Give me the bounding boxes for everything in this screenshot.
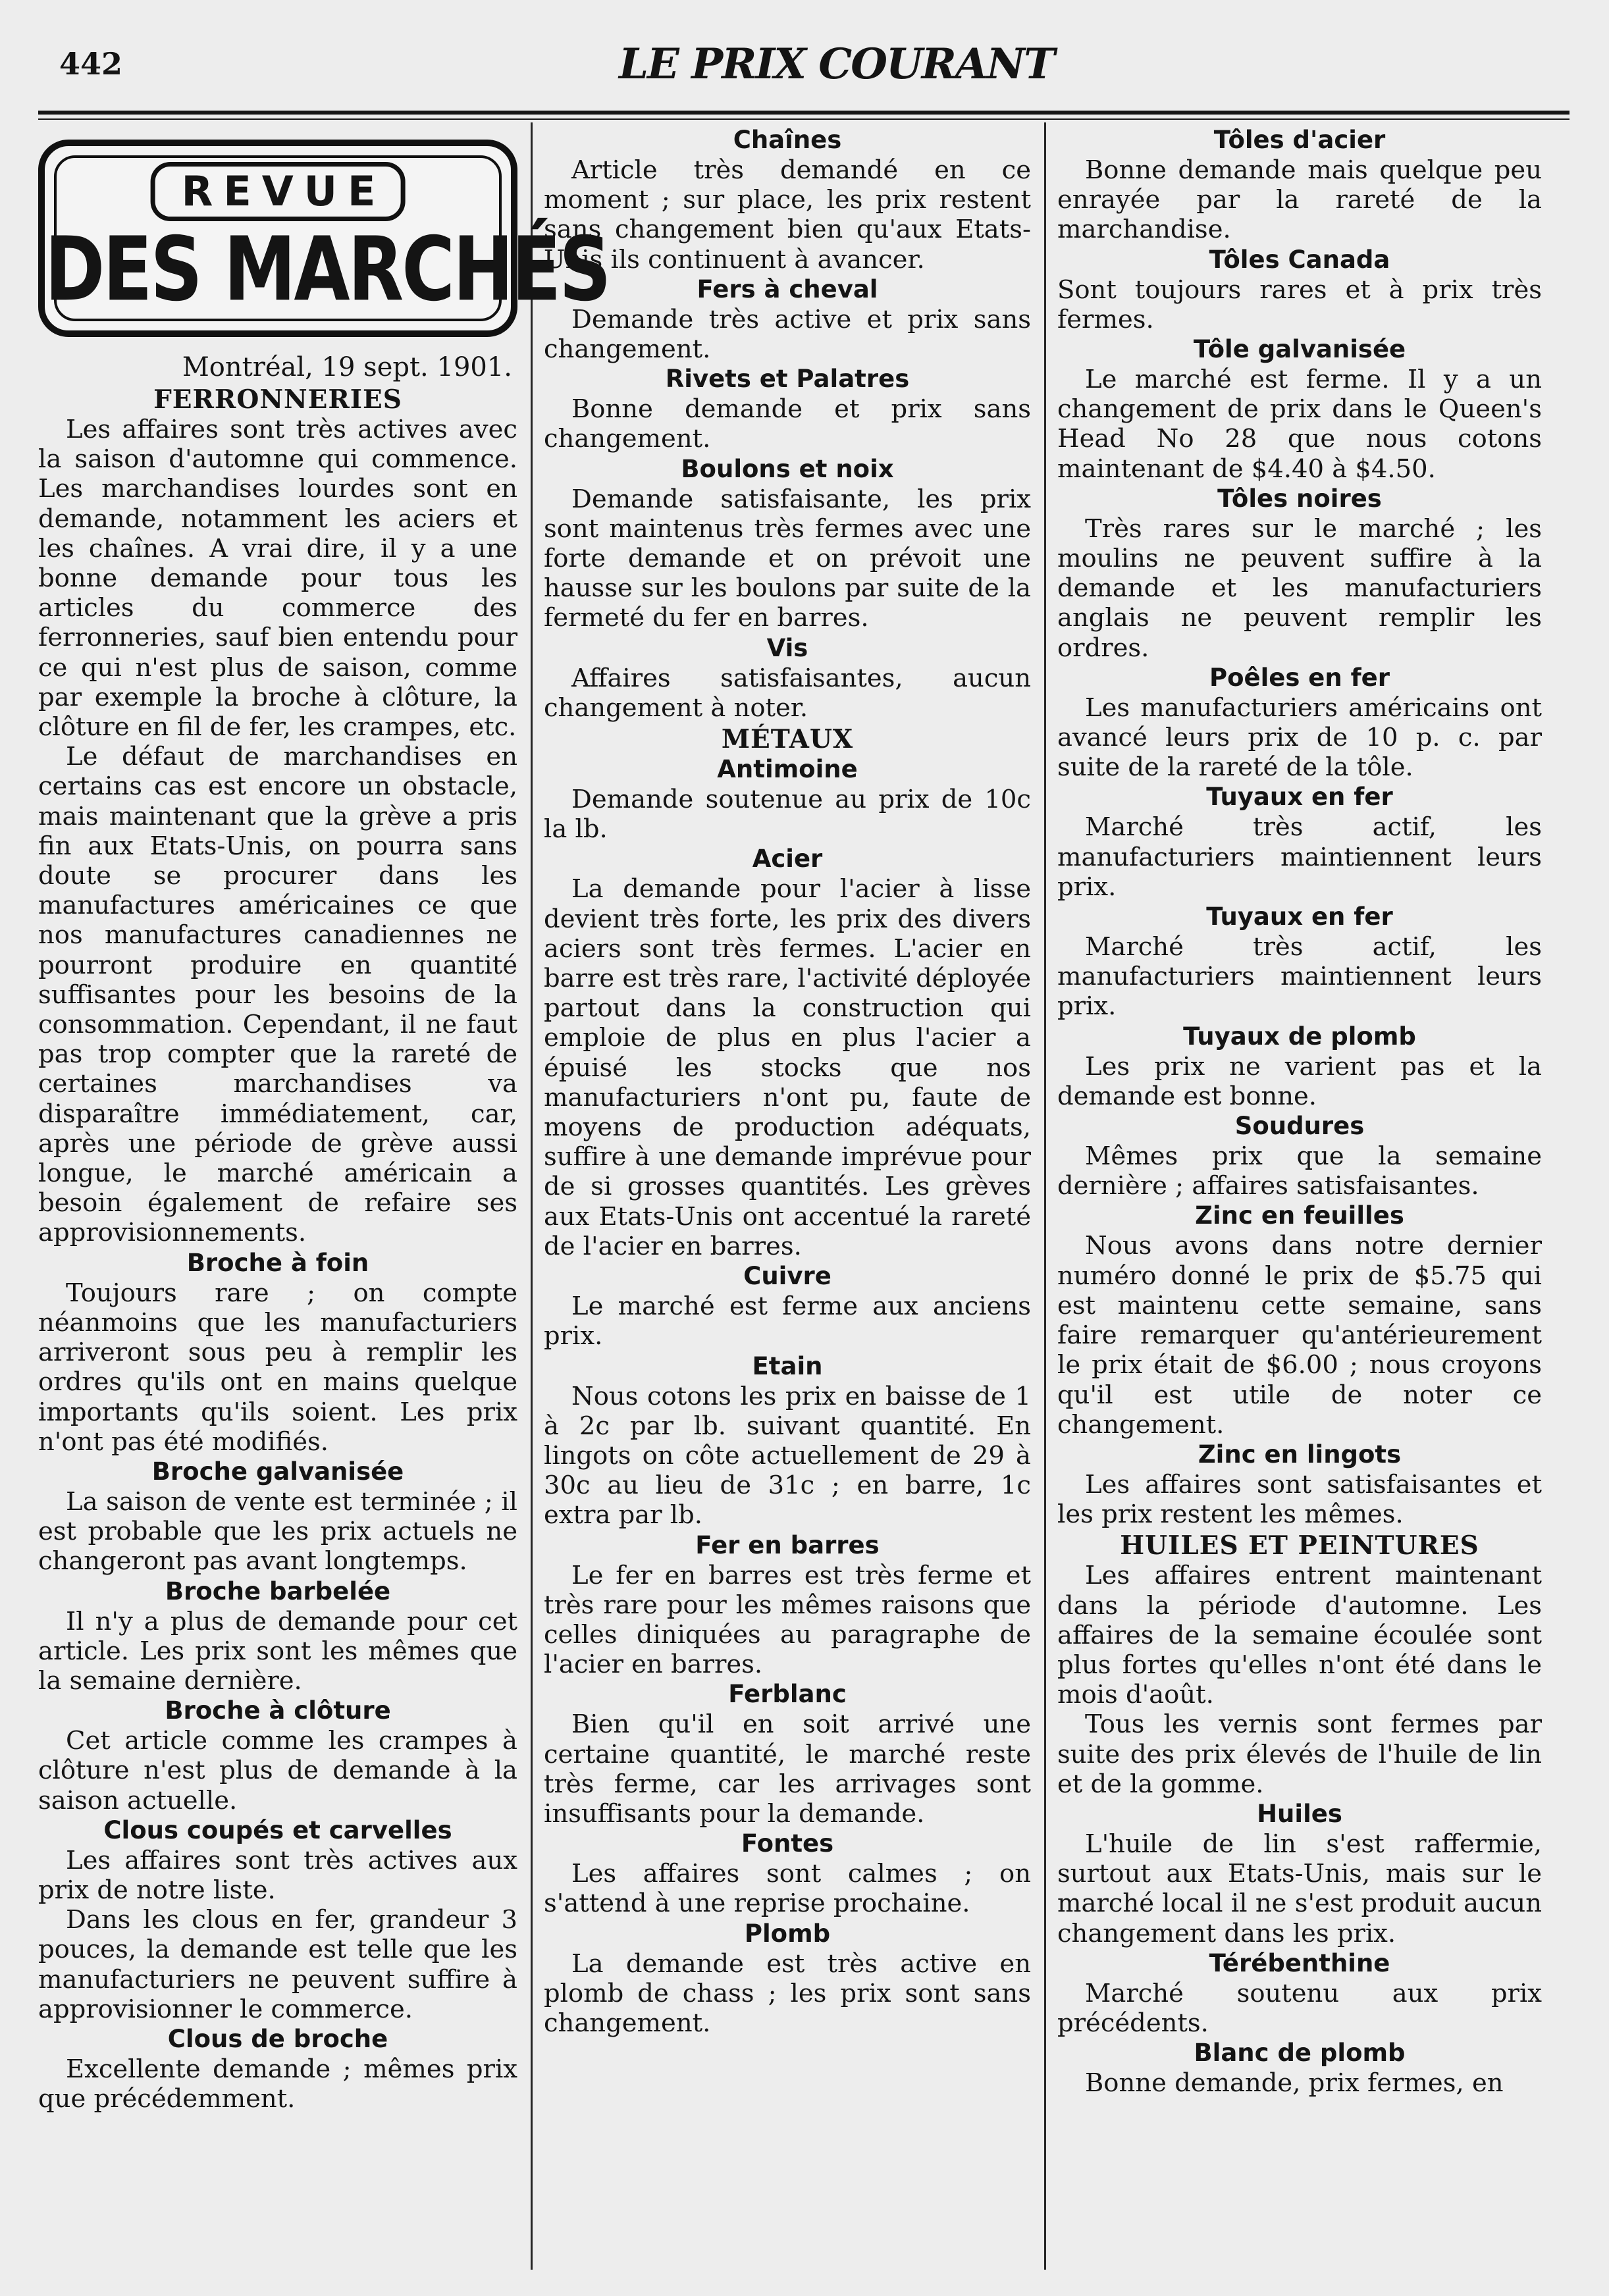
column-3 (1057, 125, 1542, 2098)
item-heading: Zinc en feuilles (1195, 1201, 1404, 1230)
paragraph: Demande soutenue au prix de 10c la lb. (544, 785, 1031, 845)
item-heading: Clous de broche (167, 2024, 388, 2053)
item-heading: Térébenthine (1209, 1948, 1390, 1977)
revue-des-marches-logo (38, 140, 610, 337)
item-heading: Cuivre (743, 1262, 831, 1291)
paragraph: Nous cotons les prix en baisse de 1 à 2c par lb. suivant quantité. En lingots on côte actuellement de 29 à 30c au lieu de 31c ; en barre, 1c extra par lb. (544, 1381, 1031, 1530)
paragraph: Demande très active et prix sans changement. (544, 304, 1031, 365)
item-heading: Vis (766, 633, 808, 662)
item-heading: Poêles en fer (1209, 663, 1390, 692)
paragraph: Bien qu'il en soit arrivé une certaine quantité, le marché reste très ferme, car les arrivages sont insuffisants pour la demande. (544, 1709, 1031, 1829)
column-divider (1044, 122, 1046, 2270)
paragraph: Il n'y a plus de demande pour cet article. Les prix sont les mêmes que la semaine dernière. (38, 1606, 517, 1696)
item-heading: Broche galvanisée (151, 1457, 404, 1486)
paragraph: Sont toujours rares et à prix très fermes. (1057, 274, 1542, 334)
item-heading: Blanc de plomb (1194, 2039, 1406, 2068)
page-number: 442 (59, 46, 123, 82)
section-heading: MÉTAUX (721, 724, 854, 755)
item-heading: Broche à clôture (165, 1696, 391, 1725)
item-heading: Fer en barres (695, 1530, 880, 1559)
paragraph: Marché soutenu aux prix précédents. (1057, 1978, 1542, 2038)
paragraph: Les affaires sont calmes ; on s'attend à une reprise prochaine. (544, 1859, 1031, 1919)
paragraph: Les affaires sont très actives avec la saison d'automne qui commence. Les marchandises lourdes sont en demande, notamment les aciers et les chaînes. A vrai dire, il y a une bonne demande pour tous les articles du commerce des ferronneries, sauf bien entendu pour ce qui n'est plus de saison, comme par exemple la broche à clôture, la clôture en fil de fer, les crampes, etc. (38, 415, 517, 743)
header-rule-thin (38, 118, 1569, 120)
item-heading: Plomb (744, 1919, 831, 1948)
paragraph: Toujours rare ; on compte néanmoins que les manufacturiers arriveront sous peu à remplir les ordres qu'ils ont en mains quelque importants qu'ils soient. Les prix n'ont pas été modifiés. (38, 1278, 517, 1457)
paragraph: Très rares sur le marché ; les moulins ne peuvent suffire à la demande et les manufacturiers anglais ne peuvent remplir les ordres. (1057, 513, 1542, 663)
paragraph: Les affaires entrent maintenant dans la période d'automne. Les affaires de la semaine écoulée sont plus fortes qu'elles n'ont été dans le mois d'août. (1057, 1561, 1542, 1710)
header-rule (38, 111, 1569, 115)
paragraph: L'huile de lin s'est raffermie, surtout aux Etats-Unis, mais sur le marché local il ne s'est produit aucun changement dans les prix. (1057, 1829, 1542, 1948)
item-heading: Broche à foin (186, 1248, 369, 1277)
paragraph: Les prix ne varient pas et la demande est bonne. (1057, 1051, 1542, 1111)
paragraph: Bonne demande et prix sans changement. (544, 394, 1031, 454)
logo-marches-text: DES MARCHÉS (45, 217, 610, 321)
paragraph: Mêmes prix que la semaine dernière ; affaires satisfaisantes. (1057, 1141, 1542, 1201)
paragraph: La saison de vente est terminée ; il est probable que les prix actuels ne changeront pas avant longtemps. (38, 1486, 517, 1577)
logo-revue-text: REVUE (151, 162, 406, 221)
item-heading: Tôles d'acier (1213, 126, 1386, 154)
item-heading: Rivets et Palatres (665, 365, 910, 394)
item-heading: Huiles (1257, 1799, 1342, 1828)
paragraph: Dans les clous en fer, grandeur 3 pouces, la demande est telle que les manufacturiers ne peuvent suffire à approvisionner le commerce. (38, 1905, 517, 2024)
paragraph: La demande pour l'acier à lisse devient très forte, les prix des divers aciers sont très fermes. L'acier en barre est très rare, l'activité déployée partout dans la construction qui emploie de plus en plus l'acier a épuisé les stocks que nos manufacturiers n'ont pu, faute de moyens de production adéquats, suffire à une demande imprévue pour de si grosses quantités. Les grèves aux Etats-Unis ont accentué la rareté de l'acier en barres. (544, 874, 1031, 1261)
item-heading: Chaînes (733, 126, 842, 154)
item-heading: Etain (752, 1351, 823, 1380)
section-heading: FERRONNERIES (153, 384, 402, 415)
item-heading: Clous coupés et carvelles (103, 1815, 452, 1844)
item-heading: Tôles Canada (1209, 245, 1390, 274)
paragraph: Bonne demande, prix fermes, en (1085, 2068, 1504, 2099)
paragraph: Nous avons dans notre dernier numéro donné le prix de $5.75 qui est maintenu cette semaine, sans faire remarquer qu'antérieurement le prix était de $6.00 ; nous croyons qu'il est utile de noter ce changement. (1057, 1231, 1542, 1440)
paragraph: Affaires satisfaisantes, aucun changement à noter. (544, 663, 1031, 723)
item-heading: Tuyaux en fer (1206, 902, 1393, 931)
item-heading: Ferblanc (728, 1680, 847, 1709)
paragraph: Excellente demande ; mêmes prix que précédemment. (38, 2054, 517, 2114)
item-heading: Acier (752, 845, 823, 874)
item-heading: Fers à cheval (697, 274, 878, 303)
paragraph: Bonne demande mais quelque peu enrayée par la rareté de la marchandise. (1057, 155, 1542, 245)
item-heading: Zinc en lingots (1198, 1440, 1402, 1469)
paragraph: Le fer en barres est très ferme et très rare pour les mêmes raisons que celles diniquées au paragraphe de l'acier en barres. (544, 1560, 1031, 1680)
column-divider (531, 122, 533, 2270)
item-heading: Tuyaux en fer (1206, 783, 1393, 812)
item-heading: Tôles noires (1217, 484, 1382, 513)
paragraph: Tous les vernis sont fermes par suite des prix élevés de l'huile de lin et de la gomme. (1057, 1709, 1542, 1799)
item-heading: Boulons et noix (681, 454, 894, 483)
dateline: Montréal, 19 sept. 1901. (182, 352, 512, 382)
masthead-logo: LE PRIX COURANT (619, 39, 1054, 89)
paragraph: Demande satisfaisante, les prix sont maintenus très fermes avec une forte demande et on prévoit une hausse sur les boulons par suite de la fermeté du fer en barres. (544, 484, 1031, 633)
paragraph: Le défaut de marchandises en certains cas est encore un obstacle, mais maintenant que la grève a pris fin aux Etats-Unis, on pourra sans doute se procurer dans les manufactures américaines ce que nos manufactures canadiennes ne pourront produire en quantité suffisantes pour les besoins de la consommation. Cependant, il ne faut pas trop compter que la rareté de certaines marchandises va disparaître immédiatement, car, après une période de grève aussi longue, le marché américain a besoin également de refaire ses approvisionnements. (38, 742, 517, 1248)
column-2 (544, 125, 1031, 2038)
paragraph: Cet article comme les crampes à clôture n'est plus de demande à la saison actuelle. (38, 1726, 517, 1815)
paragraph: Les affaires sont satisfaisantes et les prix restent les mêmes. (1057, 1469, 1542, 1530)
item-heading: Tôle galvanisée (1193, 335, 1406, 364)
item-heading: Antimoine (717, 755, 858, 784)
item-heading: Fontes (741, 1829, 834, 1858)
item-heading: Broche barbelée (165, 1577, 391, 1605)
paragraph: Marché très actif, les manufacturiers maintiennent leurs prix. (1057, 812, 1542, 902)
paragraph: Les affaires sont très actives aux prix de notre liste. (38, 1845, 517, 1905)
item-heading: Tuyaux de plomb (1183, 1022, 1416, 1051)
item-heading: Soudures (1234, 1112, 1365, 1141)
paragraph: La demande est très active en plomb de chass ; les prix sont sans changement. (544, 1948, 1031, 2038)
paragraph: Marché très actif, les manufacturiers maintiennent leurs prix. (1057, 932, 1542, 1022)
column-1 (38, 125, 610, 2114)
paragraph: Article très demandé en ce moment ; sur place, les prix restent sans changement bien qu'aux Etats-Unis ils continuent à avancer. (544, 155, 1031, 274)
section-heading: HUILES ET PEINTURES (1120, 1530, 1479, 1561)
paragraph: Les manufacturiers américains ont avancé leurs prix de 10 p. c. par suite de la rareté de la tôle. (1057, 692, 1542, 783)
paragraph: Le marché est ferme. Il y a un changement de prix dans le Queen's Head No 28 que nous cotons maintenant de $4.40 à $4.50. (1057, 365, 1542, 484)
paragraph: Le marché est ferme aux anciens prix. (544, 1292, 1031, 1351)
